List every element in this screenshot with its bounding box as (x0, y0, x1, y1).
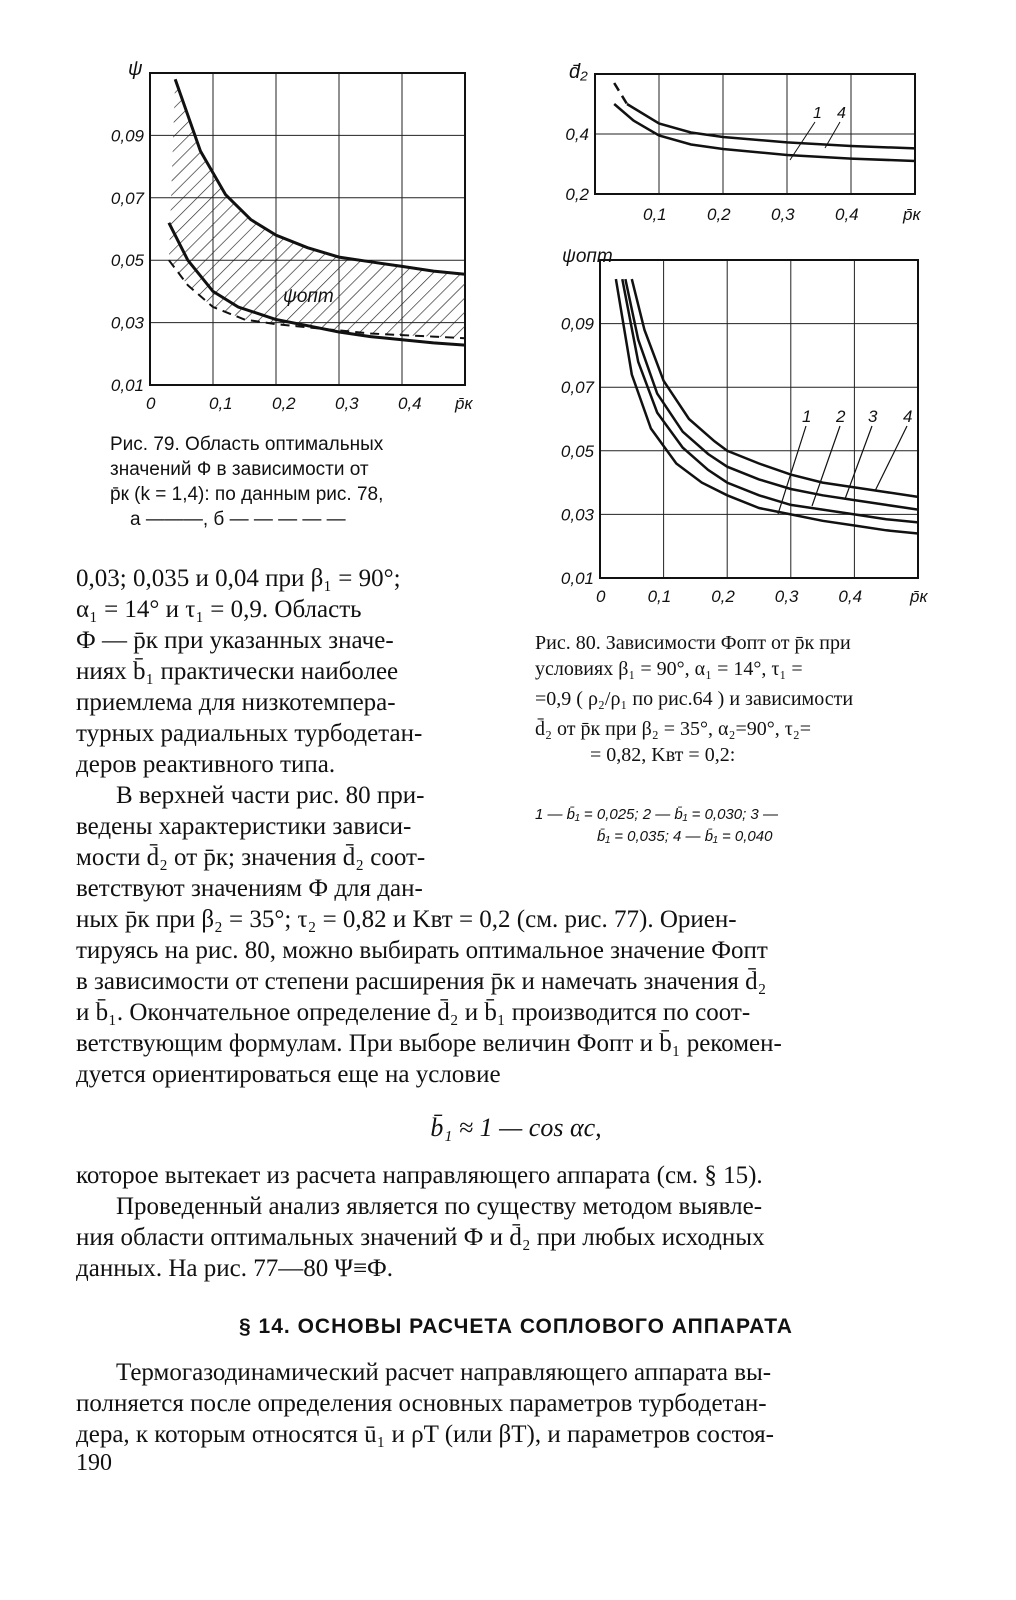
leader-line (778, 426, 806, 514)
text-line: Ф — p̄к при указанных значе- (76, 627, 394, 654)
fig79-chart (100, 40, 500, 420)
ytick-label: 0,03 (110, 313, 144, 333)
text-line: Проведенный анализ является по существу методом выявле- (116, 1193, 763, 1220)
xtick-label: 0,2 (711, 587, 735, 606)
curve-2 (622, 279, 918, 522)
fig80-caption-line: Рис. 80. Зависимости Фопт от p̄к при (535, 632, 851, 654)
xtick-label: 0,4 (838, 587, 863, 606)
text-line: приемлема для низкотемпера- (76, 689, 396, 716)
text-line: деров реактивного типа. (76, 751, 336, 778)
ytick-label: 0,05 (110, 251, 144, 271)
fig79-caption-line: а ———, б — — — — — (130, 509, 346, 530)
text-line: ветствующим формулам. При выборе величин Фопт и b̄₁ рекомен- (76, 1030, 782, 1057)
ytick-label: 0,03 (560, 505, 594, 525)
full-width-text-1 (76, 904, 956, 1090)
curve-label: 4 (837, 105, 846, 122)
text-line: мости d̄₂ от p̄к; значения d̄₂ соот- (76, 844, 426, 871)
left-column-text (76, 563, 506, 904)
leader-line (875, 426, 907, 491)
fig80-top-ylabel: d̄₂ (569, 61, 588, 83)
text-line: 0,03; 0,035 и 0,04 при β₁ = 90°; (76, 565, 401, 592)
ytick-label: 0,07 (110, 188, 144, 208)
xtick-label: 0,1 (643, 205, 667, 224)
fig80-caption-line: условиях β₁ = 90°, α₁ = 14°, τ₁ = (535, 658, 803, 680)
fig80-bottom-chart (550, 242, 960, 612)
curve-3 (625, 279, 918, 510)
fig80-caption-line: = 0,82, Kвт = 0,2: (590, 744, 736, 766)
text-line: ных p̄к при β₂ = 35°; τ₂ = 0,82 и Kвт = 0,2 (см. рис. 77). Ориен- (76, 906, 737, 933)
fig80-bottom-ylabel: ψопт (562, 246, 613, 267)
fig80-caption-line: d̄₂ от p̄к при β₂ = 35°, α₂=90°, τ₂= (535, 718, 812, 740)
curve-label: 2 (836, 407, 846, 426)
text-line: В верхней части рис. 80 при- (116, 782, 425, 809)
xtick-label: p̄к (910, 587, 928, 606)
xtick-label: 0,2 (272, 394, 296, 413)
full-width-text-2 (76, 1160, 956, 1284)
ytick-label: 0,4 (565, 125, 589, 144)
text-line: дера, к которым относятся ū₁ и ρT (или βT), и параметров состоя- (76, 1421, 775, 1448)
ytick-label: 0,01 (110, 376, 144, 395)
xtick-label: 0,4 (398, 394, 422, 413)
xtick-label: p̄к (455, 394, 473, 413)
ytick-label: 0,01 (560, 569, 594, 588)
text-line: ведены характеристики зависи- (76, 813, 412, 840)
text-line: тируясь на рис. 80, можно выбирать оптимальное значение Фопт (76, 937, 768, 964)
fig80-legend-line: b̄₁ = 0,035; 4 — b̄₁ = 0,040 (597, 828, 773, 845)
fig80-top-chart (555, 50, 955, 240)
leader-line (812, 426, 840, 506)
fig79-caption (110, 432, 450, 532)
xtick-label: 0,3 (771, 205, 795, 224)
text-line: данных. На рис. 77—80 Ψ≡Ф. (76, 1255, 394, 1282)
fig80-legend (535, 804, 935, 848)
ytick-label: 0,07 (560, 378, 594, 398)
full-width-text-3 (76, 1357, 956, 1450)
text-line: α₁ = 14° и τ₁ = 0,9. Область (76, 596, 362, 623)
fig79-caption-line: Рис. 79. Область оптимальных (110, 434, 384, 455)
ytick-label: 0,2 (565, 185, 589, 204)
fig79-region-label: ψопт (283, 286, 334, 307)
xtick-label: 0 (596, 587, 606, 606)
xtick-label: 0,1 (209, 394, 233, 413)
text-line: ниях b̄₁ практически наиболее (76, 658, 399, 685)
page-number: 190 (76, 1450, 112, 1476)
text-line: дуется ориентироваться еще на условие (76, 1061, 501, 1088)
curve-label: 1 (813, 105, 822, 122)
curve-4 (627, 104, 915, 148)
fig80-caption (535, 630, 925, 768)
curve-4 (614, 83, 627, 104)
text-line: и b̄₁. Окончательное определение d̄₂ и b̄₁ производится по соот- (76, 999, 751, 1026)
text-line: ветствуют значениям Ф для дан- (76, 875, 423, 902)
formula: b̄₁ ≈ 1 — cos αс, (430, 1113, 602, 1142)
text-line: которое вытекает из расчета направляющего аппарата (см. § 15). (76, 1162, 763, 1189)
xtick-label: 0 (146, 394, 156, 413)
leader-line (790, 122, 815, 160)
ytick-label: 0,05 (560, 441, 594, 461)
xtick-label: p̄к (903, 205, 921, 224)
xtick-label: 0,4 (835, 205, 859, 224)
fig80-caption-line: =0,9 ( ρ₂/ρ₁ по рис.64 ) и зависимости (535, 688, 854, 710)
text-line: в зависимости от степени расширения p̄к и намечать значения d̄₂ (76, 968, 767, 995)
curve-label: 3 (868, 407, 878, 426)
ytick-label: 0,09 (560, 314, 594, 334)
fig80-legend-line: 1 — b̄₁ = 0,025; 2 — b̄₁ = 0,030; 3 — (535, 806, 778, 823)
fig79-caption-line: значений Ф в зависимости от (110, 459, 369, 480)
text-line: ния области оптимальных значений Ф и d̄₂ при любых исходных (76, 1224, 765, 1251)
curve-label: 4 (903, 407, 913, 426)
curve-4 (632, 279, 918, 497)
text-line: Термогазодинамический расчет направляющего аппарата вы- (116, 1359, 772, 1386)
xtick-label: 0,3 (335, 394, 359, 413)
fig79-ylabel: ψ (128, 58, 143, 80)
section-heading: § 14. ОСНОВЫ РАСЧЕТА СОПЛОВОГО АППАРАТА (239, 1315, 793, 1338)
fig79-caption-line: p̄к (k = 1,4): по данным рис. 78, (110, 484, 384, 505)
xtick-label: 0,2 (707, 205, 731, 224)
xtick-label: 0,1 (647, 587, 672, 606)
text-line: турных радиальных турбодетан- (76, 720, 423, 747)
ytick-label: 0,09 (110, 126, 144, 146)
xtick-label: 0,3 (774, 587, 799, 606)
curve-label: 1 (802, 407, 812, 426)
text-line: полняется после определения основных параметров турбодетан- (76, 1390, 767, 1417)
